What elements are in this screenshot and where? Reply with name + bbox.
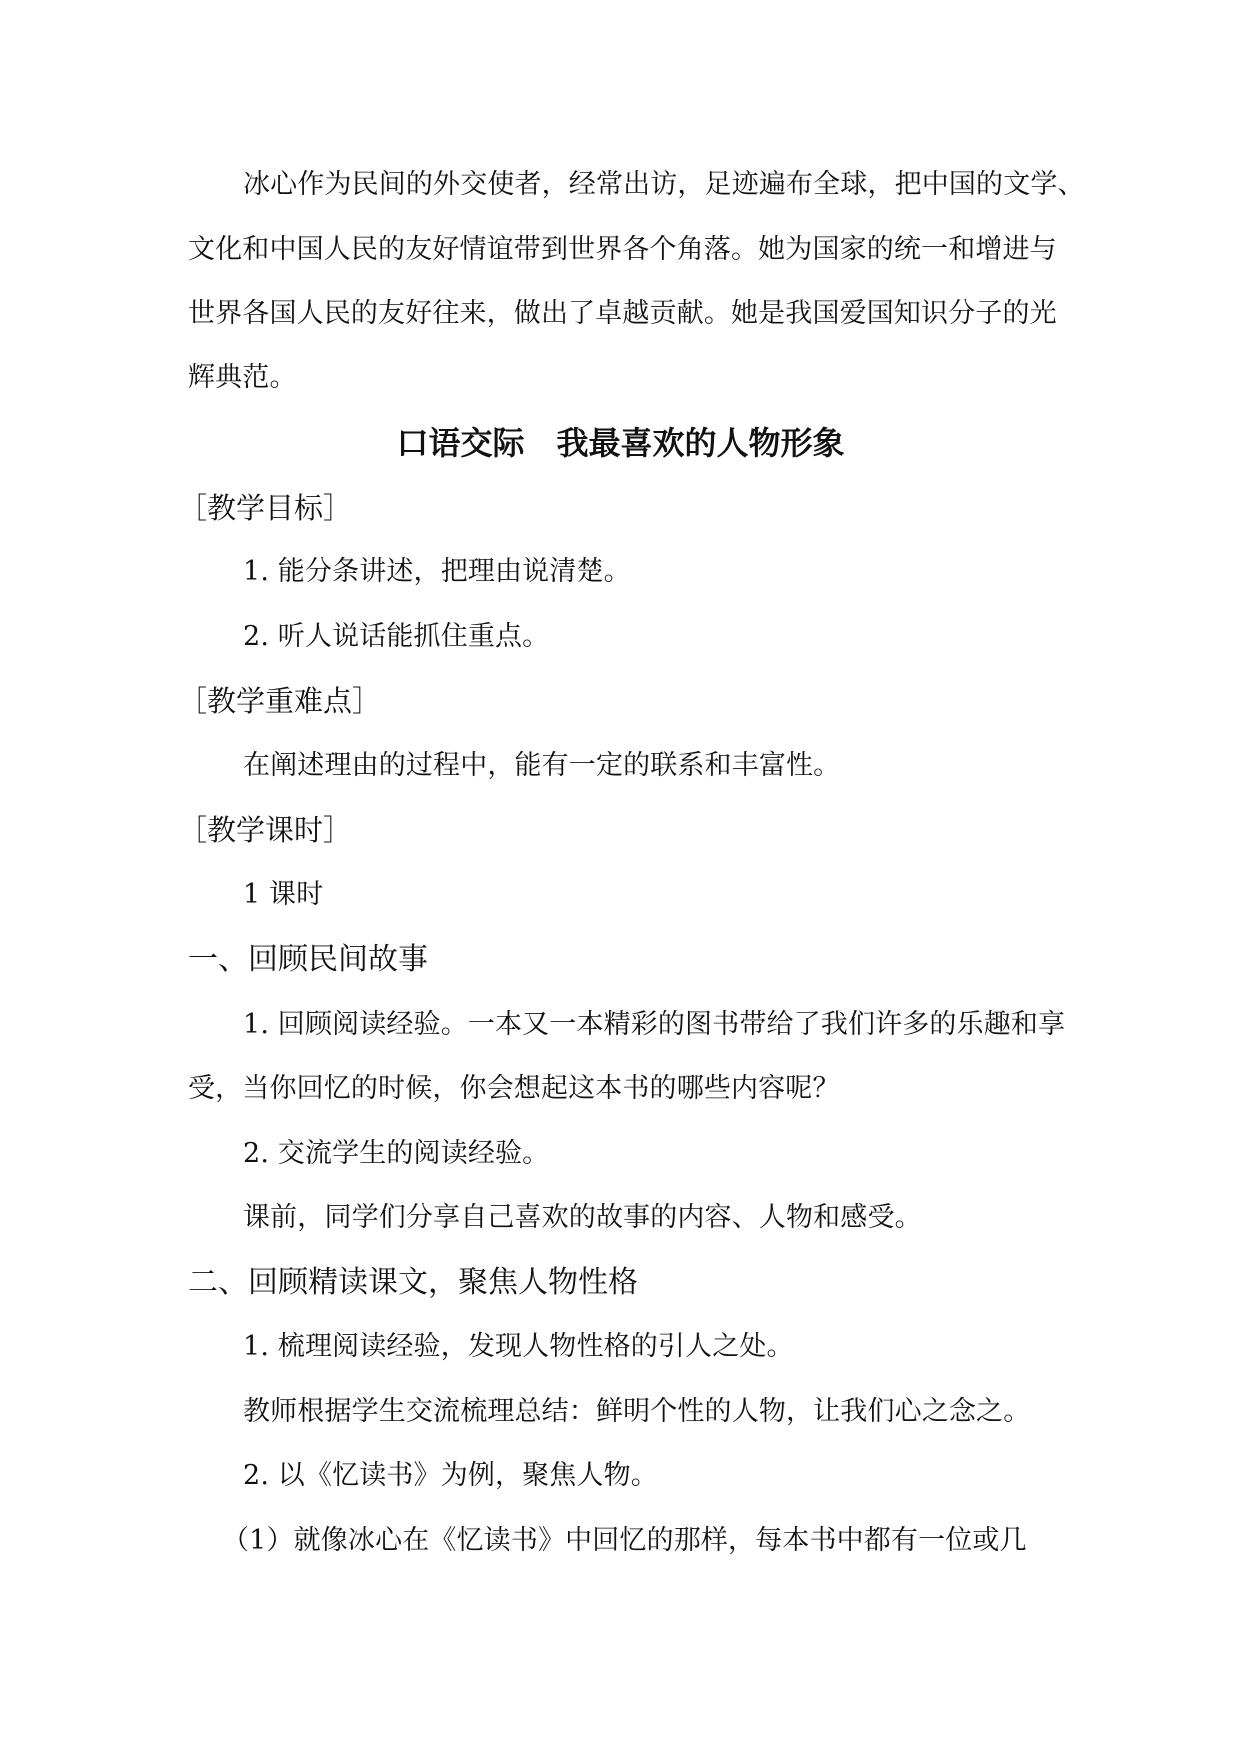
section-line: （1）就像冰心在《忆读书》中回忆的那样，每本书中都有一位或几 <box>222 1525 1027 1556</box>
section-line: 2. 交流学生的阅读经验。 <box>243 1138 550 1169</box>
periods-heading: ［教学课时］ <box>178 813 353 847</box>
periods-text: 1 课时 <box>243 879 324 910</box>
section-heading: 一、回顾民间故事 <box>188 942 428 977</box>
goal-item: 2. 听人说话能抓住重点。 <box>243 621 550 652</box>
goals-heading: ［教学目标］ <box>178 491 353 525</box>
key-points-heading: ［教学重难点］ <box>178 684 382 718</box>
intro-paragraph-line: 辉典范。 <box>188 362 297 393</box>
page-title: 口语交际 我最喜欢的人物形象 <box>396 424 845 462</box>
section-heading: 二、回顾精读课文，聚焦人物性格 <box>188 1265 638 1300</box>
key-points-text: 在阐述理由的过程中，能有一定的联系和丰富性。 <box>243 750 841 781</box>
section-line: 1. 梳理阅读经验，发现人物性格的引人之处。 <box>243 1331 794 1362</box>
intro-paragraph-line: 冰心作为民间的外交使者，经常出访，足迹遍布全球，把中国的文学、 <box>243 169 1085 200</box>
goal-item: 1. 能分条讲述，把理由说清楚。 <box>243 556 631 587</box>
section-line: 教师根据学生交流梳理总结：鲜明个性的人物，让我们心之念之。 <box>243 1396 1031 1427</box>
section-line: 2. 以《忆读书》为例，聚焦人物。 <box>243 1460 658 1491</box>
section-line: 课前，同学们分享自己喜欢的故事的内容、人物和感受。 <box>243 1202 922 1233</box>
intro-paragraph-line: 世界各国人民的友好往来，做出了卓越贡献。她是我国爱国知识分子的光 <box>188 298 1057 329</box>
section-line: 受，当你回忆的时候，你会想起这本书的哪些内容呢？ <box>188 1073 840 1104</box>
section-line: 1. 回顾阅读经验。一本又一本精彩的图书带给了我们许多的乐趣和享 <box>243 1009 1066 1040</box>
intro-paragraph-line: 文化和中国人民的友好情谊带到世界各个角落。她为国家的统一和增进与 <box>188 234 1057 265</box>
